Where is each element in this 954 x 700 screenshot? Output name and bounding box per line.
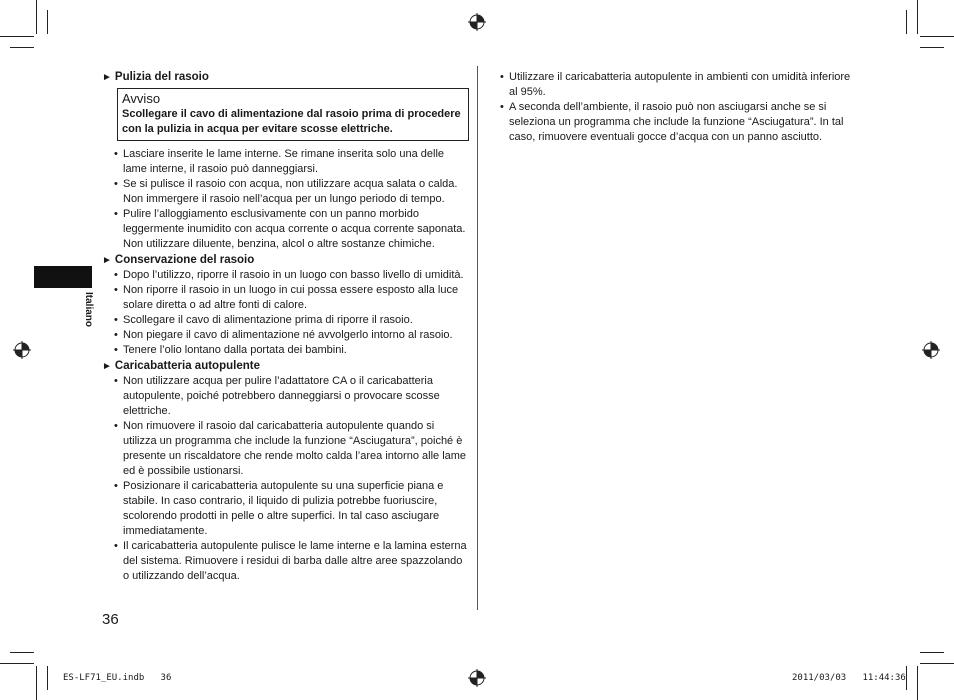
section-arrow-icon: ► [102, 255, 112, 266]
language-tab [34, 266, 92, 288]
list-item: • Non piegare il cavo di alimentazione né avvolgerlo intorno al rasoio. [114, 328, 470, 343]
registration-mark-icon [13, 341, 31, 359]
bullet-list-storage [102, 268, 470, 358]
crop-mark [47, 10, 48, 34]
bullet-list-right [500, 70, 856, 145]
right-column [500, 70, 856, 146]
crop-mark [917, 0, 918, 34]
list-item: • A seconda dell’ambiente, il rasoio può non asciugarsi anche se si seleziona un programma che include la funzione “Asciugatura”. In tal caso, rimuovere eventuali gocce d’acqua con un panno asciutto. [500, 100, 856, 145]
crop-mark [920, 663, 954, 664]
footer-timestamp: 2011/03/03 11:44:36 [792, 673, 906, 683]
warning-title: Avviso [122, 91, 161, 106]
section-heading-storage [102, 253, 470, 268]
footer-file-info: ES-LF71_EU.indb 36 [63, 673, 172, 683]
warning-box [117, 88, 469, 141]
crop-mark [906, 666, 907, 690]
warning-text: Scollegare il cavo di alimentazione dal rasoio prima di procedere con la pulizia in acqua per evitare scosse elettriche. [122, 108, 461, 135]
list-item: • Lasciare inserite le lame interne. Se rimane inserita solo una delle lame interne, il rasoio può danneggiarsi. [114, 147, 470, 177]
page-number: 36 [102, 611, 119, 628]
section-heading-text: Conservazione del rasoio [114, 254, 255, 266]
list-item: • Non rimuovere il rasoio dal caricabatteria autopulente quando si utilizza un programma che include la funzione “Asciugatura”, poiché è presente un riscaldatore che rende molto calda l’area intorno alle lame ed è possibile ustionarsi. [114, 419, 470, 479]
bullet-list-cleaning [102, 147, 470, 252]
registration-mark-icon [468, 669, 486, 687]
section-heading-charger [102, 359, 470, 374]
list-item: • Il caricabatteria autopulente pulisce le lame interne e la lamina esterna del sistema. Rimuovere i residui di barba dalle altre aree spazzolando o utilizzando dell’acqua. [114, 539, 470, 584]
crop-mark [10, 47, 34, 48]
crop-mark [36, 666, 37, 700]
crop-mark [47, 666, 48, 690]
list-item: • Scollegare il cavo di alimentazione prima di riporre il rasoio. [114, 313, 470, 328]
list-item: • Tenere l’olio lontano dalla portata dei bambini. [114, 343, 470, 358]
registration-mark-icon [468, 13, 486, 31]
section-heading-text: Caricabatteria autopulente [114, 360, 260, 372]
crop-mark [917, 666, 918, 700]
list-item: • Non riporre il rasoio in un luogo in cui possa essere esposto alla luce solare diretta o ad altre fonti di calore. [114, 283, 470, 313]
crop-mark [906, 10, 907, 34]
list-item: • Posizionare il caricabatteria autopulente su una superficie piana e stabile. In caso contrario, il liquido di pulizia potrebbe fuoriuscire, scolorendo prodotti in pelle o altre superfici. In tal caso asciugare immediatamente. [114, 479, 470, 539]
section-heading-text: Pulizia del rasoio [114, 71, 209, 83]
language-label: Italiano [83, 292, 94, 328]
list-item: • Non utilizzare acqua per pulire l’adattatore CA o il caricabatteria autopulente, poiché potrebbero danneggiarsi o provocare scosse elettriche. [114, 374, 470, 419]
list-item: • Se si pulisce il rasoio con acqua, non utilizzare acqua salata o calda. Non immergere il rasoio nell’acqua per un lungo periodo di tempo. [114, 177, 470, 207]
section-heading-cleaning [102, 70, 470, 85]
crop-mark [0, 36, 34, 37]
bullet-list-charger [102, 374, 470, 584]
left-column [102, 70, 470, 585]
crop-mark [0, 663, 34, 664]
crop-mark [920, 36, 954, 37]
list-item: • Pulire l’alloggiamento esclusivamente con un panno morbido leggermente inumidito con acqua corrente o acqua corrente saponata. Non utilizzare diluente, benzina, alcol o altre sostanze chimiche. [114, 207, 470, 252]
section-arrow-icon: ► [102, 72, 112, 83]
crop-mark [10, 652, 34, 653]
crop-mark [920, 652, 944, 653]
column-divider [477, 66, 478, 610]
section-arrow-icon: ► [102, 361, 112, 372]
crop-mark [920, 47, 944, 48]
list-item: • Utilizzare il caricabatteria autopulente in ambienti con umidità inferiore al 95%. [500, 70, 856, 100]
crop-mark [36, 0, 37, 34]
list-item: • Dopo l’utilizzo, riporre il rasoio in un luogo con basso livello di umidità. [114, 268, 470, 283]
registration-mark-icon [922, 341, 940, 359]
